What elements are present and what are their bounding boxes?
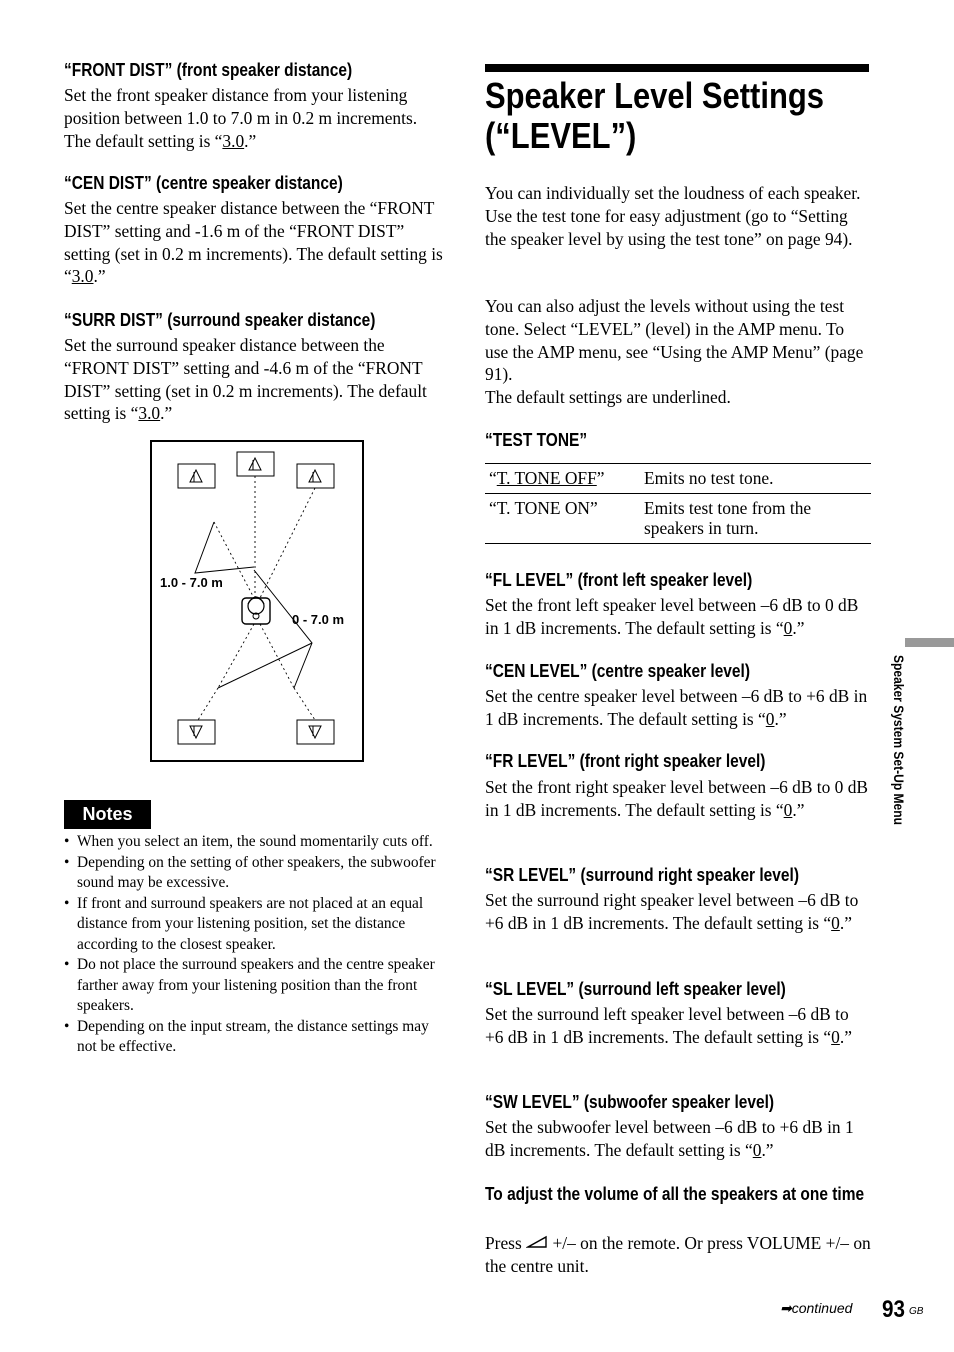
centre-speaker-icon (237, 452, 274, 476)
intro-paragraph-2: You can also adjust the levels without using the test tone. Select “LEVEL” (level) in the AMP menu. To use the AMP menu, see “Using the AMP Menu” (page 91). (485, 296, 864, 385)
fl-level-heading: “FL LEVEL” (front left speaker level) (485, 570, 753, 590)
sl-level-text: Set the surround left speaker level between –6 dB to +6 dB in 1 dB increments. The default setting is “0.” (485, 1004, 852, 1047)
section-tab-label: Speaker System Set-Up Menu (891, 655, 907, 825)
master-volume-icon (526, 1235, 548, 1249)
speaker-placement-diagram (150, 440, 364, 762)
cen-dist-default: 3.0 (71, 266, 94, 287)
note-item: • Do not place the surround speakers and the centre speaker farther away from your listening position than the front speakers. (64, 955, 448, 1017)
front-dist-text: Set the front speaker distance from your listening position between 1.0 to 7.0 m in 0.2 m increments. The default setting is “3.0.” (64, 85, 418, 151)
page-suffix: GB (909, 1306, 924, 1317)
front-right-speaker-icon (297, 464, 334, 488)
fr-level-heading: “FR LEVEL” (front right speaker level) (485, 751, 766, 771)
note-item: • If front and surround speakers are not placed at an equal distance from your listening position, set the distance according to the closest speaker. (64, 894, 448, 956)
test-tone-desc: Emits no test tone. (644, 464, 871, 494)
front-dist-heading: “FRONT DIST” (front speaker distance) (64, 60, 353, 80)
section-tab-marker (905, 638, 954, 647)
fr-level-text: Set the front right speaker level between –6 dB to 0 dB in 1 dB increments. The default setting is “0.” (485, 777, 868, 820)
adjust-all-text: Press +/– on the remote. Or press VOLUME +/– on the centre unit. (485, 1233, 871, 1276)
fl-level-text: Set the front left speaker level between –6 dB to 0 dB in 1 dB increments. The default setting is “0.” (485, 595, 859, 638)
listener-icon (242, 597, 270, 624)
test-tone-table (485, 463, 871, 544)
cen-dist-heading: “CEN DIST” (centre speaker distance) (64, 173, 343, 193)
surround-right-speaker-icon (297, 720, 334, 744)
continued-marker: ➡continued (780, 1300, 853, 1316)
cen-level-heading: “CEN LEVEL” (centre speaker level) (485, 661, 750, 681)
test-tone-option: “T. TONE ON” (485, 494, 644, 544)
front-distance-label: 1.0 - 7.0 m (160, 575, 223, 590)
surround-left-speaker-icon (178, 720, 215, 744)
sr-level-text: Set the surround right speaker level between –6 dB to +6 dB in 1 dB increments. The default setting is “0.” (485, 890, 859, 933)
front-left-speaker-icon (178, 464, 215, 488)
arrow-right-icon: ➡ (780, 1300, 792, 1316)
intro-paragraph-1: You can individually set the loudness of each speaker. Use the test tone for easy adjustment (go to “Setting the speaker level by using the test tone” on page 94). (485, 183, 861, 249)
front-dist-default: 3.0 (222, 130, 245, 151)
surround-distance-label: 0 - 7.0 m (292, 612, 345, 627)
surr-dist-default: 3.0 (138, 403, 161, 424)
adjust-all-heading: To adjust the volume of all the speakers at one time (485, 1184, 865, 1204)
table-row (485, 464, 871, 494)
surr-dist-heading: “SURR DIST” (surround speaker distance) (64, 310, 376, 330)
test-tone-desc: Emits test tone from the speakers in turn. (644, 494, 871, 544)
intro-paragraph-3: The default settings are underlined. (485, 387, 731, 407)
note-item: • Depending on the input stream, the distance settings may not be effective. (64, 1017, 448, 1058)
sr-level-heading: “SR LEVEL” (surround right speaker level) (485, 865, 799, 885)
cen-level-text: Set the centre speaker level between –6 dB to +6 dB in 1 dB increments. The default setting is “0.” (485, 686, 868, 729)
note-item: • When you select an item, the sound momentarily cuts off. (64, 832, 448, 853)
cen-dist-text: Set the centre speaker distance between the “FRONT DIST” setting and -1.6 m of the “FRONT DIST” setting (set in 0.2 m increments). The default setting is “3.0.” (64, 198, 443, 287)
test-tone-option: “T. TONE OFF” (485, 464, 644, 494)
table-row (485, 494, 871, 544)
notes-badge: Notes (64, 800, 151, 829)
title-bar (485, 64, 869, 72)
page-number: 93 (882, 1296, 905, 1323)
sw-level-text: Set the subwoofer level between –6 dB to +6 dB in 1 dB increments. The default setting is “0.” (485, 1117, 854, 1160)
note-item: • Depending on the setting of other speakers, the subwoofer sound may be excessive. (64, 853, 448, 894)
surr-dist-text: Set the surround speaker distance between the “FRONT DIST” setting and -4.6 m of the “FRONT DIST” setting (set in 0.2 m increments). The default setting is “3.0.” (64, 335, 427, 424)
page-title: Speaker Level Settings (“LEVEL”) (485, 75, 824, 156)
sw-level-heading: “SW LEVEL” (subwoofer speaker level) (485, 1092, 775, 1112)
sl-level-heading: “SL LEVEL” (surround left speaker level) (485, 979, 786, 999)
test-tone-heading: “TEST TONE” (485, 430, 588, 450)
notes-list (64, 832, 448, 1058)
